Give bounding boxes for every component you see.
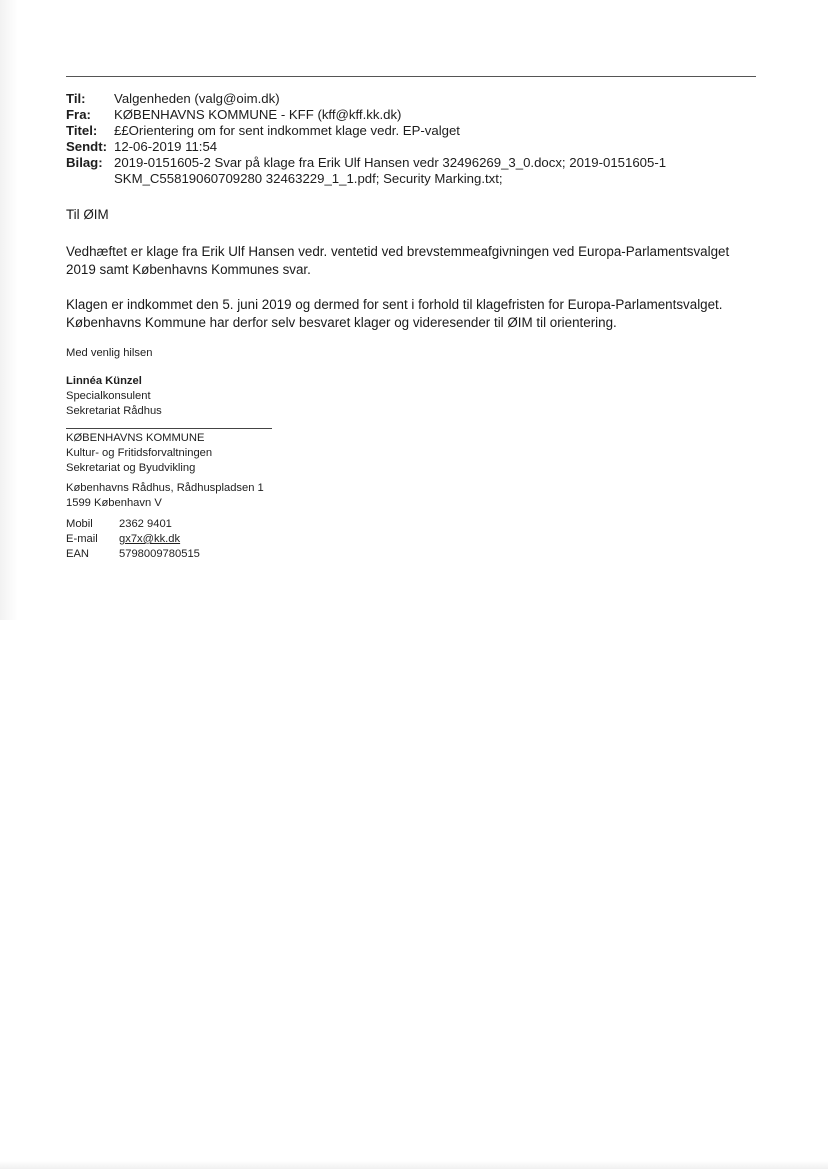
subject-row [66, 123, 666, 139]
paragraph-1 [66, 243, 729, 279]
paragraph-1-line-2: 2019 samt Københavns Kommunes svar. [66, 262, 311, 277]
ean-value: 5798009780515 [119, 548, 200, 560]
attachments-row [66, 155, 666, 187]
mobile-value: 2362 9401 [119, 518, 172, 530]
attachments-list [114, 155, 666, 187]
paragraph-2-line-2: Københavns Kommune har derfor selv besvaret klager og videresender til ØIM til orientering. [66, 315, 617, 330]
scan-bottom-shadow [0, 1161, 828, 1169]
closing: Med venlig hilsen [66, 347, 153, 359]
address-block [66, 481, 264, 511]
signer-title: Specialkonsulent [66, 390, 151, 402]
signer-name: Linnéa Künzel [66, 375, 142, 387]
mobile-row [66, 517, 200, 532]
to-value: Valgenheden (valg@oim.dk) [114, 91, 280, 106]
ean-label: EAN [66, 548, 90, 560]
to-row [66, 91, 666, 107]
attachments-label: Bilag: [66, 155, 103, 170]
subject-value: ££Orientering om for sent indkommet klage vedr. EP-valget [114, 123, 460, 138]
sent-value: 12-06-2019 11:54 [114, 139, 218, 154]
header-divider [66, 76, 756, 77]
organization-block [66, 431, 212, 476]
signature-divider [66, 428, 272, 429]
paragraph-1-line-1: Vedhæftet er klage fra Erik Ulf Hansen vedr. ventetid ved brevstemmeafgivningen ved Europa-Parlamentsvalget [66, 244, 730, 259]
ean-row [66, 547, 200, 562]
sent-label: Sendt: [66, 139, 108, 154]
org-name: KØBENHAVNS KOMMUNE [66, 432, 205, 444]
signer-block [66, 374, 162, 419]
subject-label: Titel: [66, 123, 98, 138]
address-street: Københavns Rådhus, Rådhuspladsen 1 [66, 482, 264, 494]
to-label: Til: [66, 91, 86, 106]
from-value: KØBENHAVNS KOMMUNE - KFF (kff@kff.kk.dk) [114, 107, 402, 122]
paragraph-2 [66, 296, 723, 332]
attachments-line-2: SKM_C55819060709280 32463229_1_1.pdf; Security Marking.txt; [114, 171, 503, 186]
contact-block [66, 517, 200, 562]
paragraph-2-line-1: Klagen er indkommet den 5. juni 2019 og dermed for sent i forhold til klagefristen for Europa-Parlamentsvalget. [66, 297, 723, 312]
org-unit: Sekretariat og Byudvikling [66, 462, 196, 474]
attachments-line-1: 2019-0151605-2 Svar på klage fra Erik Ulf Hansen vedr 32496269_3_0.docx; 2019-0151605-1 [114, 155, 667, 170]
email-row [66, 532, 200, 547]
signer-department: Sekretariat Rådhus [66, 405, 162, 417]
mobile-label: Mobil [66, 518, 93, 530]
from-row [66, 107, 666, 123]
address-city: 1599 København V [66, 497, 162, 509]
greeting: Til ØIM [66, 207, 109, 222]
org-administration: Kultur- og Fritidsforvaltningen [66, 447, 213, 459]
sent-row [66, 139, 666, 155]
email-label: E-mail [66, 533, 98, 545]
email-header [66, 91, 666, 187]
scan-edge-shadow [0, 0, 18, 620]
email-link[interactable]: gx7x@kk.dk [119, 533, 181, 545]
from-label: Fra: [66, 107, 91, 122]
